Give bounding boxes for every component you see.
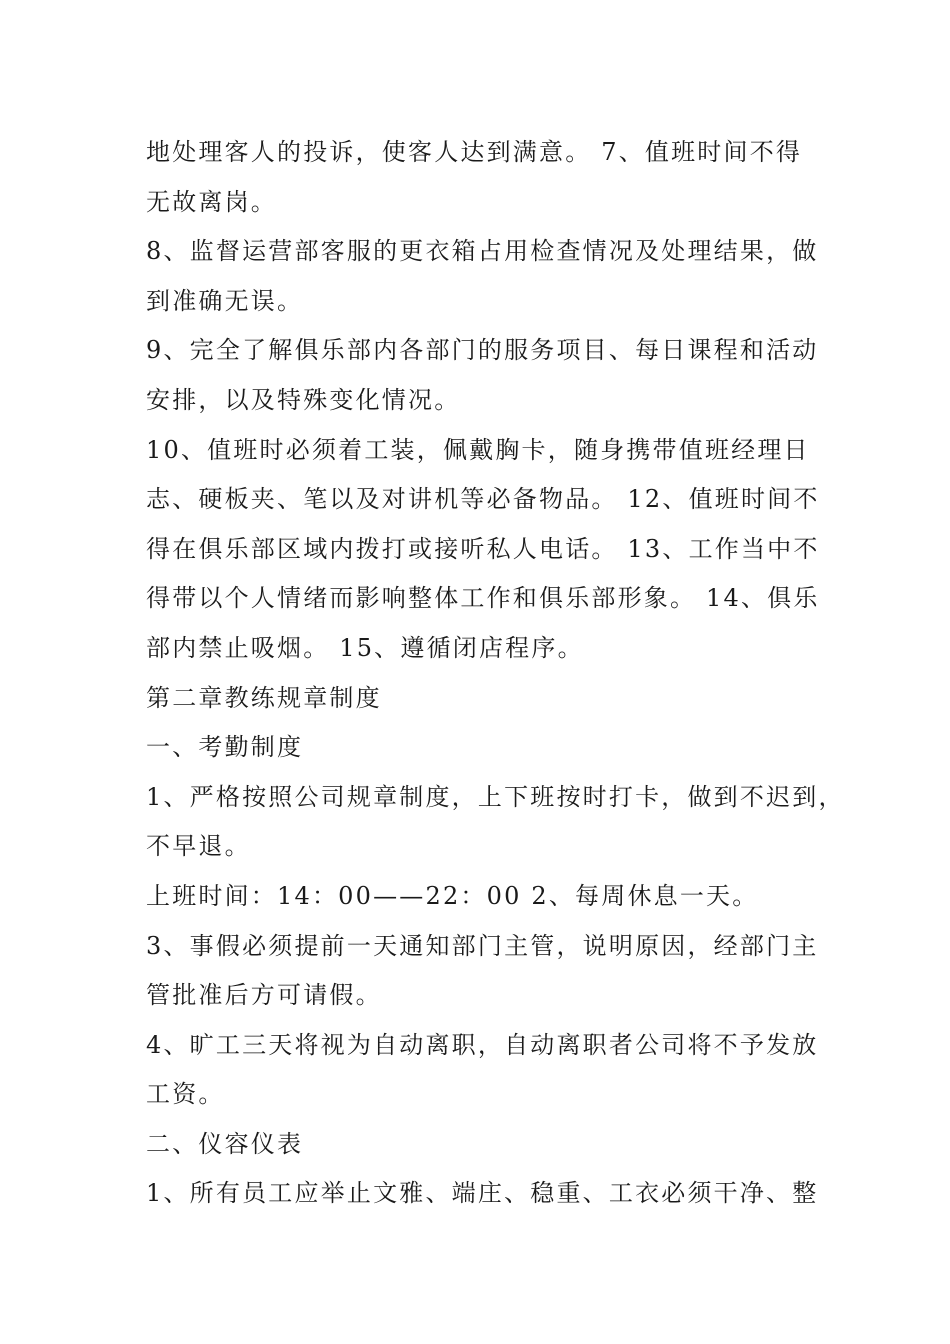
text-line: 管批准后方可请假。 bbox=[146, 981, 382, 1010]
text-line: 得在俱乐部区域内拨打或接听私人电话。 13、工作当中不 bbox=[146, 534, 820, 563]
section-heading: 二、仪容仪表 bbox=[146, 1129, 304, 1158]
chapter-heading: 第二章教练规章制度 bbox=[146, 683, 382, 712]
text-line: 无故离岗。 bbox=[146, 187, 277, 216]
text-line: 得带以个人情绪而影响整体工作和俱乐部形象。 14、俱乐 bbox=[146, 584, 820, 613]
text-line: 上班时间：14：00——22：00 2、每周休息一天。 bbox=[146, 881, 759, 910]
text-line: 安排，以及特殊变化情况。 bbox=[146, 385, 461, 414]
text-line: 8、监督运营部客服的更衣箱占用检查情况及处理结果，做 bbox=[146, 237, 819, 266]
text-line: 1、所有员工应举止文雅、端庄、稳重、工衣必须干净、整 bbox=[146, 1179, 819, 1208]
text-line: 4、旷工三天将视为自动离职，自动离职者公司将不予发放 bbox=[146, 1030, 819, 1059]
text-line: 到准确无误。 bbox=[146, 286, 304, 315]
text-line: 3、事假必须提前一天通知部门主管，说明原因，经部门主 bbox=[146, 931, 819, 960]
text-line: 部内禁止吸烟。 15、遵循闭店程序。 bbox=[146, 633, 584, 662]
text-line: 不早退。 bbox=[146, 832, 251, 861]
text-line: 工资。 bbox=[146, 1080, 225, 1109]
section-heading: 一、考勤制度 bbox=[146, 733, 304, 762]
text-line: 9、完全了解俱乐部内各部门的服务项目、每日课程和活动 bbox=[146, 336, 819, 365]
text-line: 10、值班时必须着工装，佩戴胸卡，随身携带值班经理日 bbox=[146, 435, 810, 464]
document-body bbox=[146, 128, 845, 1219]
text-line: 志、硬板夹、笔以及对讲机等必备物品。 12、值班时间不 bbox=[146, 485, 820, 514]
text-line: 1、严格按照公司规章制度，上下班按时打卡，做到不迟到， bbox=[146, 782, 845, 811]
text-line: 地处理客人的投诉，使客人达到满意。 7、值班时间不得 bbox=[146, 138, 803, 166]
